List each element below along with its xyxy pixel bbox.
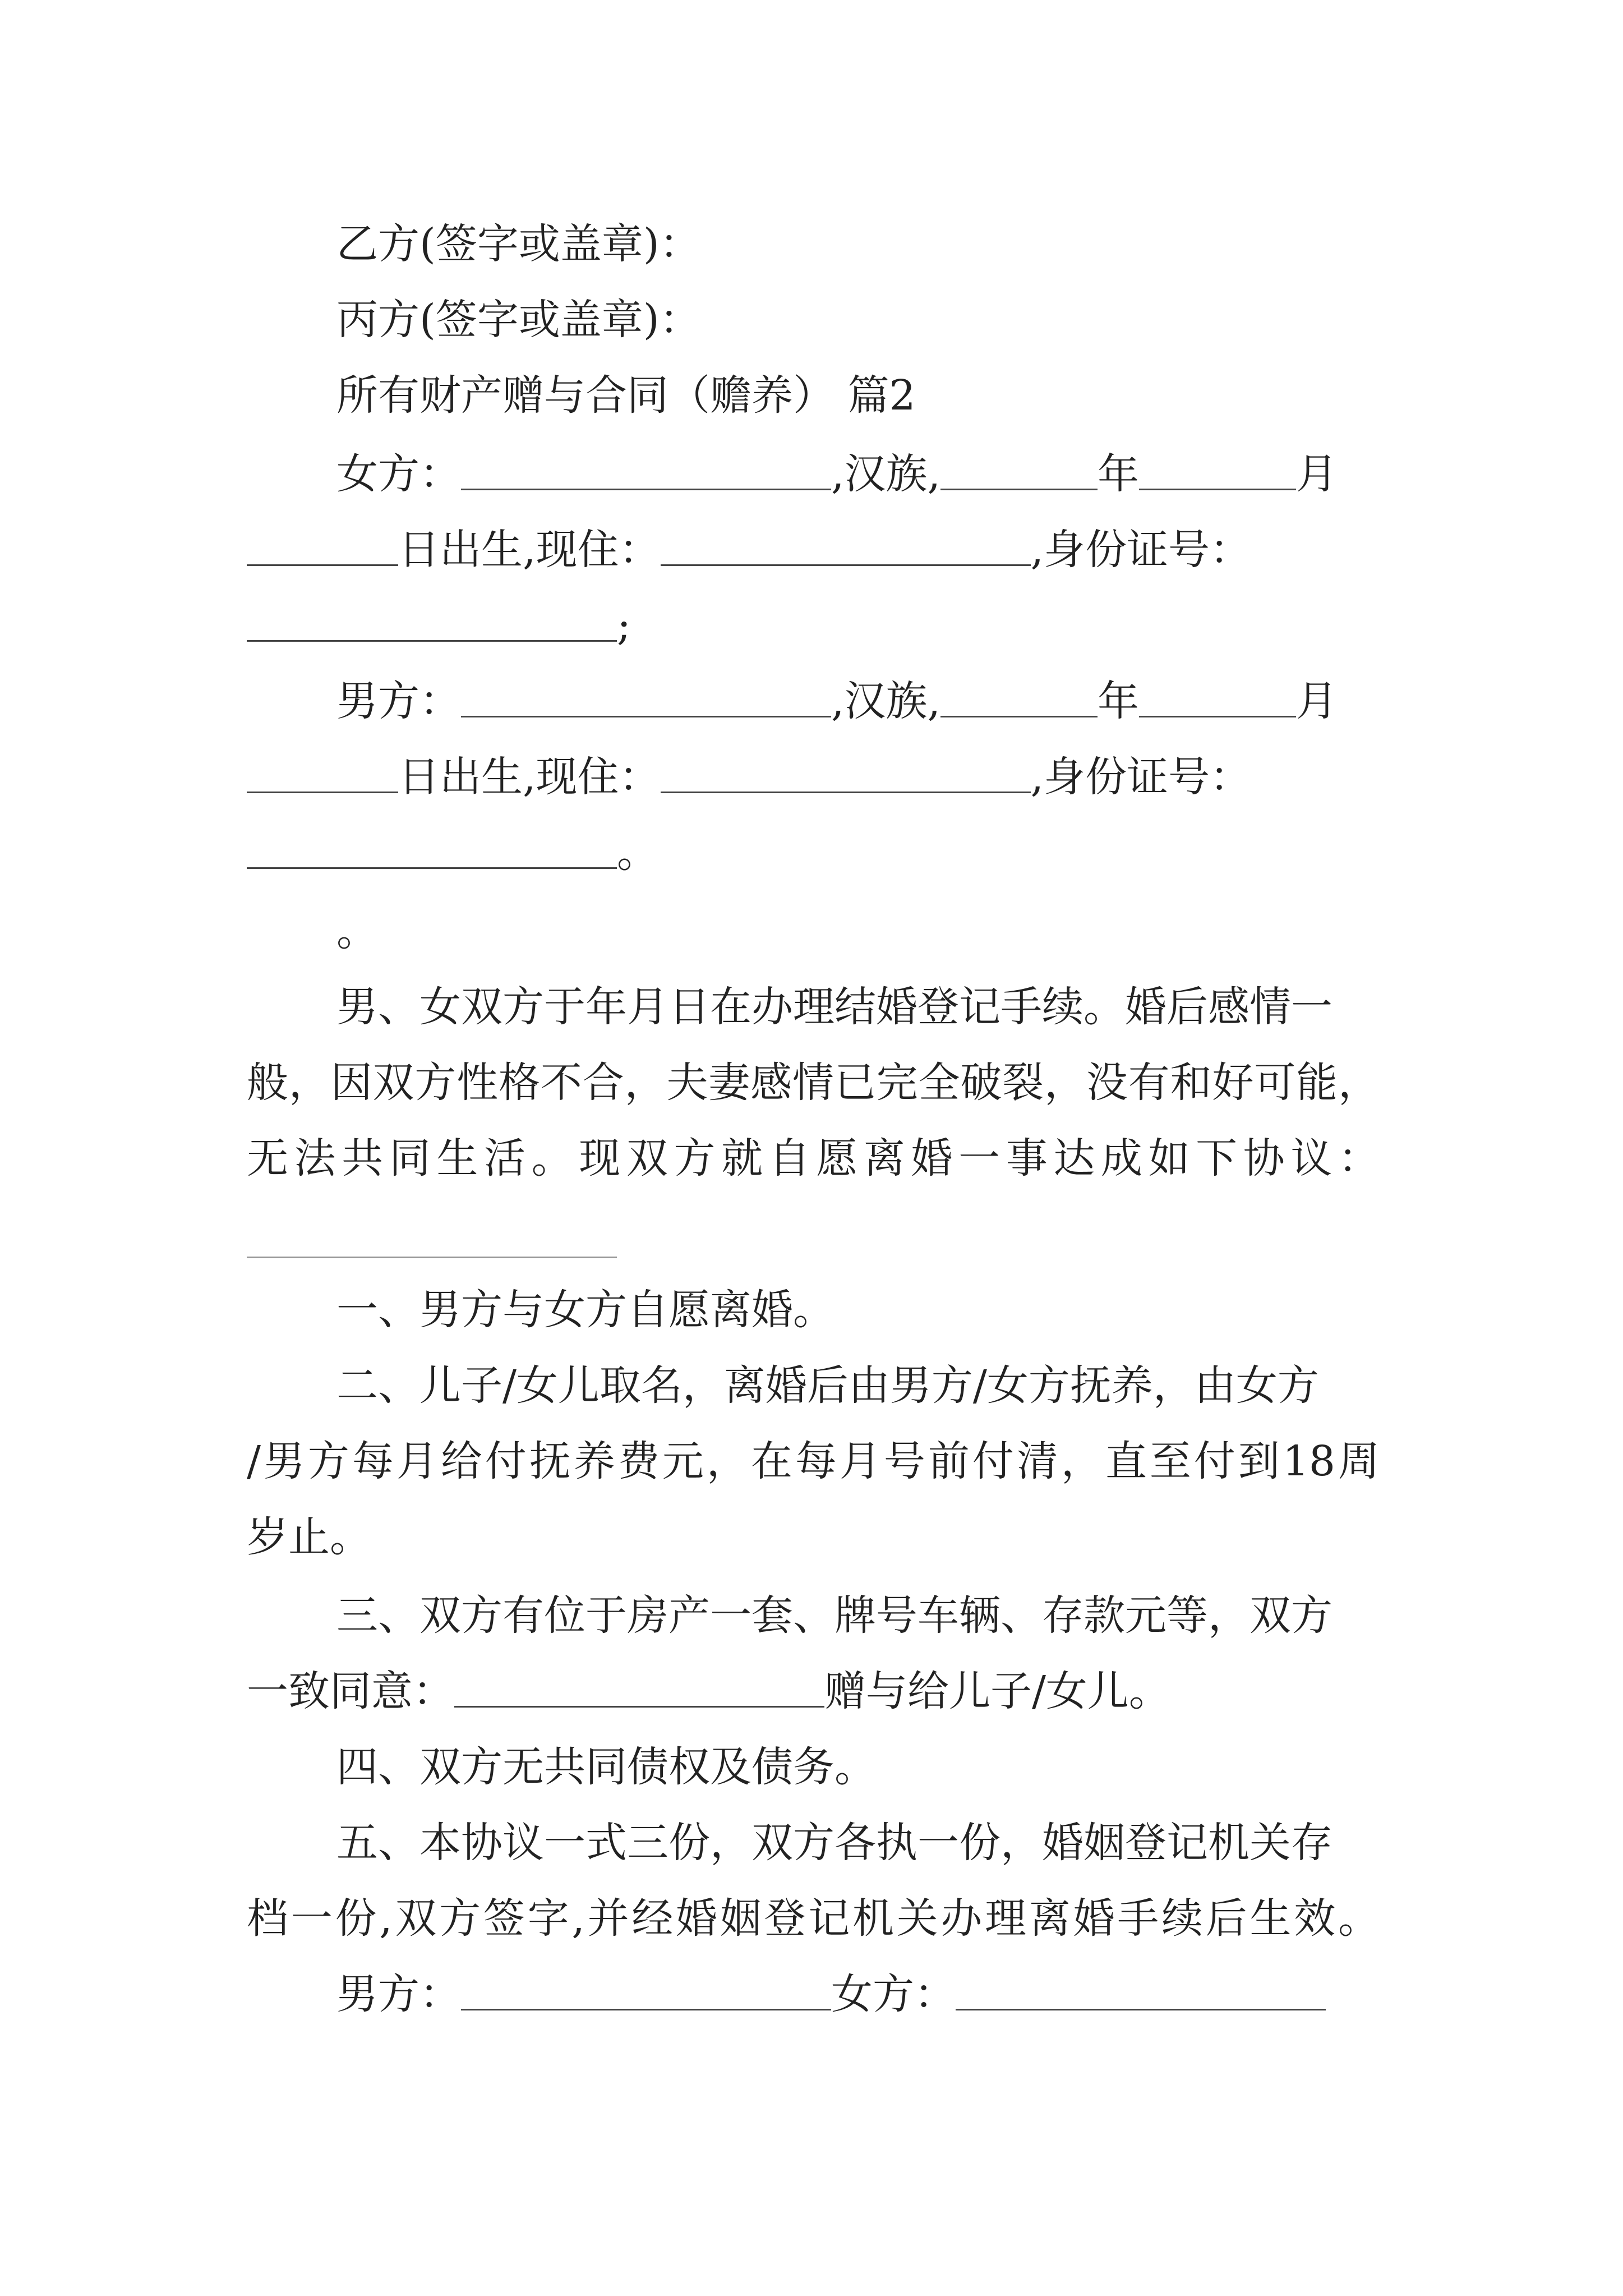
period-line: 。 — [336, 907, 378, 955]
blank-name — [461, 448, 831, 490]
label: ,身份证号： — [1030, 526, 1252, 574]
male-info-line-3 — [247, 825, 658, 881]
blank-month — [1139, 675, 1296, 717]
female-info-line-1 — [336, 446, 1338, 502]
blank-address — [661, 524, 1031, 566]
female-info-line-2 — [247, 522, 1251, 578]
clause-3-line-2 — [247, 1663, 1170, 1719]
clause-1: 一、男方与女方自愿离婚。 — [336, 1286, 834, 1334]
male-info-line-2 — [247, 749, 1251, 805]
blank-id-number — [247, 827, 617, 869]
label: 日出生,现住： — [398, 753, 661, 801]
label: 。 — [617, 829, 658, 877]
blank-female-signature — [956, 1968, 1326, 2010]
blank-month — [1139, 448, 1296, 490]
label: 一致同意： — [247, 1667, 454, 1715]
blank-year — [940, 448, 1098, 490]
party-b-signature-line: 乙方(签字或盖章)： — [336, 220, 701, 268]
female-signature-label: 女方： — [831, 1970, 956, 2018]
clause-4: 四、双方无共同债权及债务。 — [336, 1743, 876, 1791]
label: 男方： — [336, 677, 461, 725]
clause-2-line-2: /男方每月给付抚养费元，在每月号前付清，直至付到18周 — [247, 1437, 1380, 1485]
label: 年 — [1098, 450, 1140, 498]
blank-address — [661, 751, 1031, 793]
party-c-signature-line: 丙方(签字或盖章)： — [336, 296, 701, 344]
signature-line — [336, 1966, 1326, 2022]
blank-day — [247, 524, 398, 566]
label: ,汉族, — [831, 450, 941, 498]
paragraph-line: 无法共同生活。现双方就自愿离婚一事达成如下协议： — [247, 1134, 1380, 1182]
separator-line — [247, 1257, 617, 1258]
blank-year — [940, 675, 1098, 717]
blank-recipient — [454, 1665, 824, 1708]
female-info-line-3 — [247, 597, 631, 654]
blank-day — [247, 751, 398, 793]
label: 年 — [1098, 677, 1140, 725]
blank-id-number — [247, 600, 617, 642]
clause-5-line-1: 五、本协议一式三份，双方各执一份，婚姻登记机关存 — [336, 1819, 1332, 1867]
paragraph-line: 般，因双方性格不合，夫妻感情已完全破裂，没有和好可能， — [247, 1059, 1380, 1107]
clause-5-line-2: 档一份,双方签字,并经婚姻登记机关办理离婚手续后生效。 — [247, 1894, 1380, 1943]
label: 月 — [1296, 677, 1338, 725]
label: 日出生,现住： — [398, 526, 661, 574]
blank-name — [461, 675, 831, 717]
label: 月 — [1296, 450, 1338, 498]
clause-3-line-1: 三、双方有位于房产一套、牌号车辆、存款元等，双方 — [336, 1591, 1332, 1640]
label: ,身份证号： — [1030, 753, 1252, 801]
label: ,汉族, — [831, 677, 941, 725]
section-heading: 所有财产赠与合同（赡养） 篇2 — [336, 371, 916, 420]
label: ; — [617, 601, 631, 650]
clause-2-line-1: 二、儿子/女儿取名，离婚后由男方/女方抚养，由女方 — [336, 1361, 1319, 1410]
paragraph-line: 男、女双方于年月日在办理结婚登记手续。婚后感情一 — [336, 983, 1332, 1031]
male-signature-label: 男方： — [336, 1970, 461, 2018]
male-info-line-1 — [336, 673, 1338, 729]
label: 赠与给儿子/女儿。 — [824, 1667, 1170, 1715]
label: 女方： — [336, 450, 461, 498]
clause-2-line-3: 岁止。 — [247, 1513, 371, 1561]
blank-male-signature — [461, 1968, 831, 2010]
